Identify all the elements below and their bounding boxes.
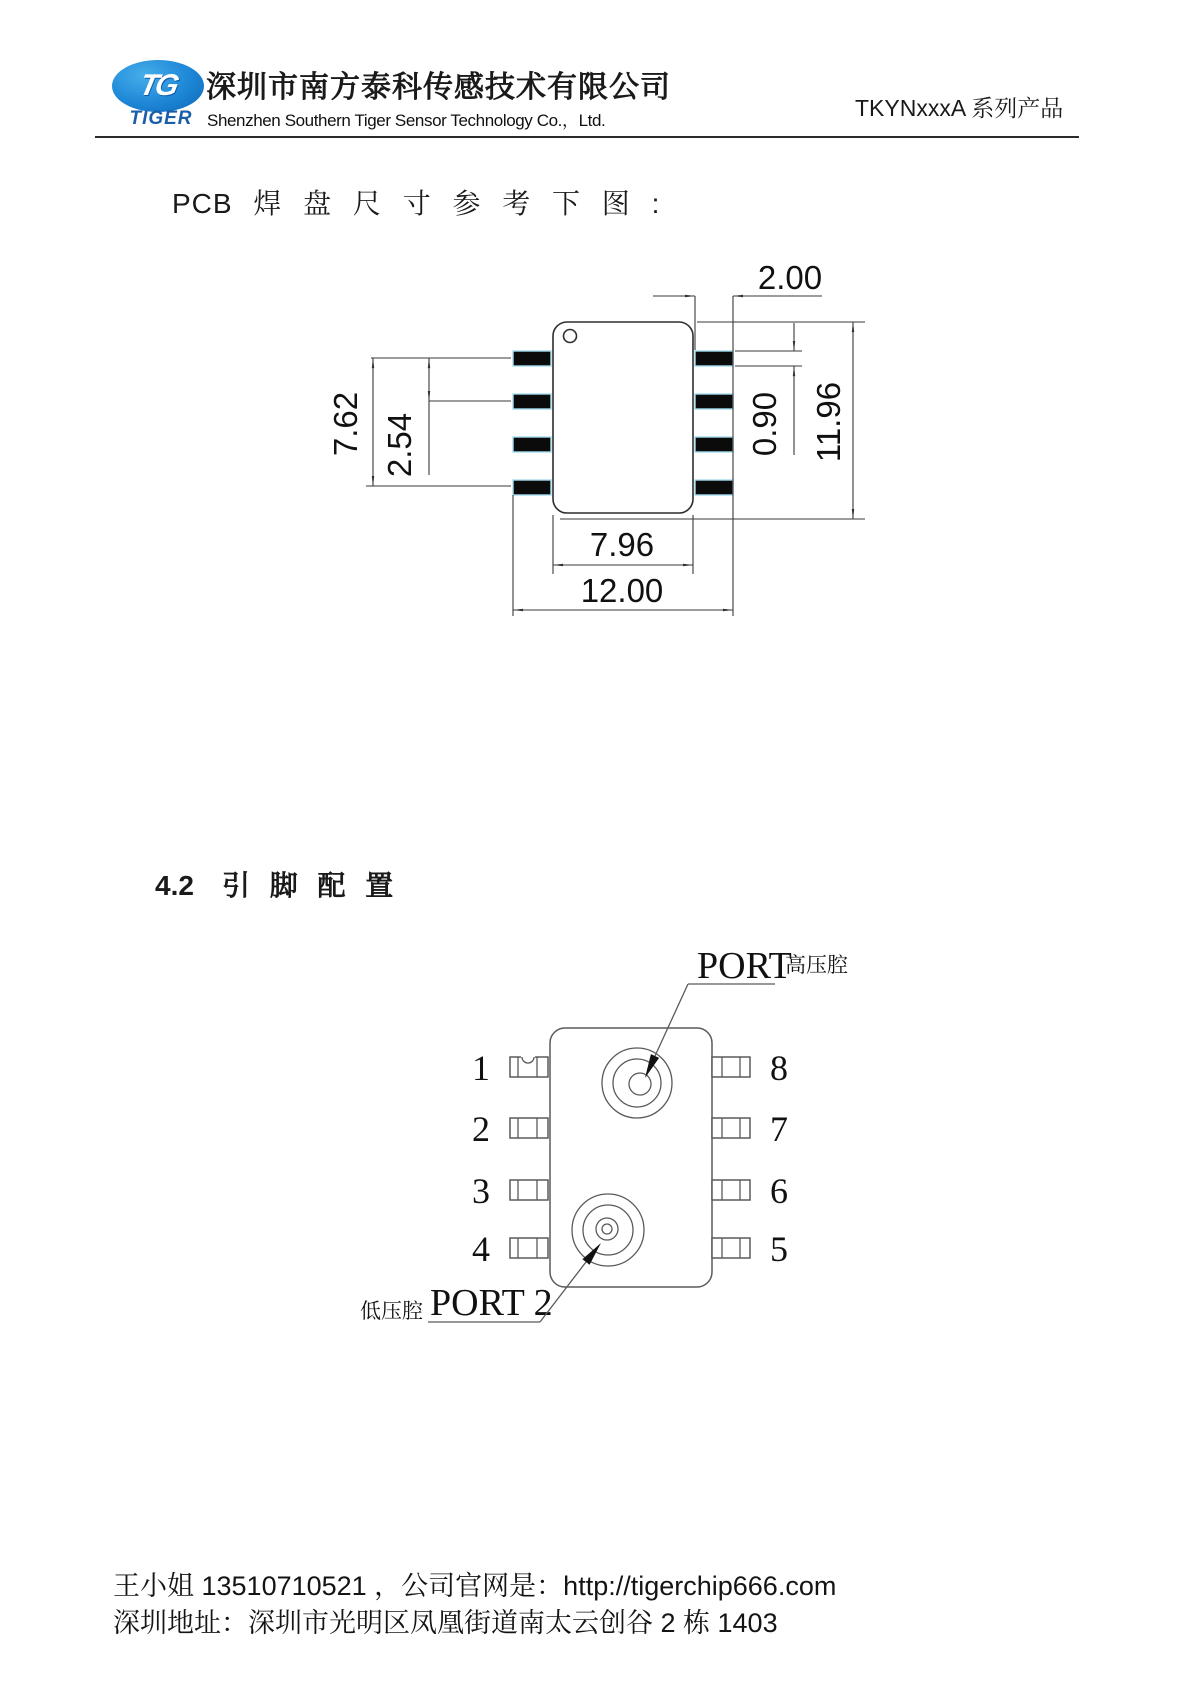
- dim-label-overall-width: 12.00: [580, 572, 664, 609]
- port-top-label: PORT: [697, 945, 792, 987]
- port-top-side-label: 高压腔: [785, 954, 848, 977]
- left-pins: [510, 1057, 548, 1258]
- pcb-pad-drawing: [327, 240, 890, 640]
- company-name-en: Shenzhen Southern Tiger Sensor Technology Co.，Ltd.: [207, 111, 606, 130]
- pin-number-5: 5: [770, 1229, 788, 1269]
- footer-line-address: 深圳地址：深圳市光明区凤凰街道南太云创谷 2 栋 1403: [113, 1608, 778, 1638]
- pin-number-7: 7: [770, 1109, 788, 1149]
- dim-label-pad-width: 2.00: [757, 259, 823, 296]
- pin-number-3: 3: [472, 1171, 490, 1211]
- pin-number-2: 2: [472, 1109, 490, 1149]
- footer-line-contact: 王小姐 13510710521 ，公司官网是：http://tigerchip666.com: [113, 1571, 837, 1601]
- dim-pad-pitch: [381, 358, 511, 477]
- dim-label-overall-height: 11.96: [810, 381, 847, 463]
- dim-pad-height: [735, 323, 802, 456]
- company-name-cn: 深圳市南方泰科传感技术有限公司: [206, 71, 671, 104]
- product-series-title: TKYNxxxA 系列产品: [855, 95, 1064, 121]
- pin-configuration-diagram: [340, 930, 860, 1350]
- dim-body-width: [553, 515, 693, 574]
- section-heading-4-2: [155, 864, 394, 904]
- pcb-body-outline: [553, 322, 693, 513]
- port-bottom-side-label: 低压腔: [360, 1300, 423, 1323]
- pin-number-1: 1: [472, 1048, 490, 1088]
- dim-label-body-width: 7.96: [589, 526, 655, 563]
- pin-number-8: 8: [770, 1048, 788, 1088]
- dim-label-pad-height: 0.90: [746, 391, 783, 457]
- header-divider: [95, 136, 1079, 138]
- dim-label-pad-pitch: 2.54: [381, 412, 418, 478]
- pin-number-4: 4: [472, 1229, 490, 1269]
- dim-label-rows-span: 7.62: [327, 391, 364, 457]
- logo-monogram: TG: [136, 69, 180, 102]
- port-bottom-label: PORT 2: [430, 1282, 553, 1324]
- company-logo: [112, 60, 204, 112]
- section-title: 引 脚 配 置: [221, 870, 395, 901]
- logo-brand-text: TIGER: [129, 108, 193, 129]
- right-pins: [712, 1057, 750, 1258]
- pin-number-6: 6: [770, 1171, 788, 1211]
- dim-rows-span: [327, 358, 511, 486]
- section-number: 4.2: [155, 870, 194, 901]
- footer-contact: [113, 1568, 836, 1642]
- pcb-pad-caption: PCB 焊 盘 尺 寸 参 考 下 图 :: [172, 188, 661, 219]
- package-body: [550, 1028, 712, 1287]
